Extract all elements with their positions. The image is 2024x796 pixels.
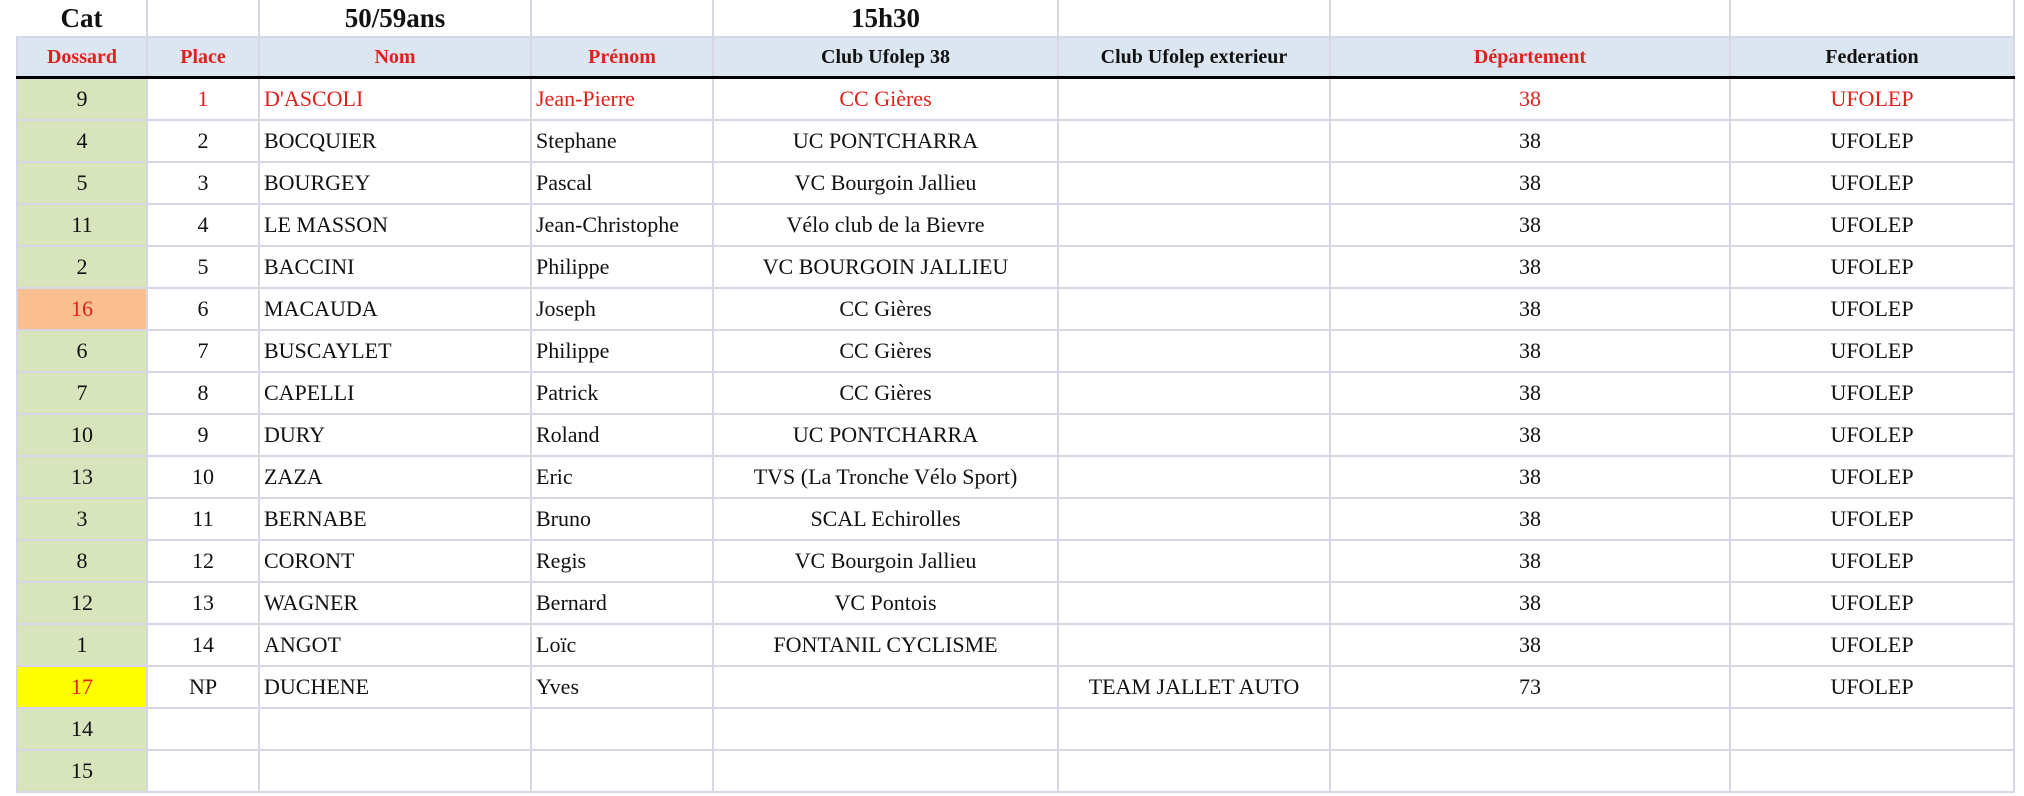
table-row (17, 288, 2014, 330)
cell-nom (259, 708, 531, 750)
table-row (17, 708, 2014, 750)
cell-prenom: Loïc (531, 624, 713, 666)
cell-dossard: 10 (17, 414, 147, 456)
cell-nom: MACAUDA (259, 288, 531, 330)
table-row (17, 540, 2014, 582)
cell-place: 11 (147, 498, 259, 540)
cell-club-ufolep-38: CC Gières (713, 288, 1058, 330)
cell-club-ufolep-38: TVS (La Tronche Vélo Sport) (713, 456, 1058, 498)
cell-prenom: Bruno (531, 498, 713, 540)
results-table (16, 0, 2015, 793)
cell-prenom: Roland (531, 414, 713, 456)
cell-place: 7 (147, 330, 259, 372)
cell-club-exterieur (1058, 372, 1330, 414)
table-row (17, 204, 2014, 246)
header-prenom: Prénom (531, 37, 713, 78)
cell-departement: 38 (1330, 624, 1730, 666)
cell-federation: UFOLEP (1730, 120, 2014, 162)
cell-prenom: Pascal (531, 162, 713, 204)
cell-dossard: 17 (17, 666, 147, 708)
cell-club-ufolep-38: CC Gières (713, 78, 1058, 121)
cell-departement: 38 (1330, 414, 1730, 456)
cell-dossard: 3 (17, 498, 147, 540)
cell-federation (1730, 708, 2014, 750)
cell-departement (1330, 708, 1730, 750)
table-row (17, 456, 2014, 498)
cell-place: NP (147, 666, 259, 708)
cell-prenom: Bernard (531, 582, 713, 624)
header-club-ufolep-38: Club Ufolep 38 (713, 37, 1058, 78)
cell-federation: UFOLEP (1730, 624, 2014, 666)
cell-nom: BOURGEY (259, 162, 531, 204)
cell-place (147, 708, 259, 750)
cell-club-exterieur (1058, 120, 1330, 162)
table-row (17, 750, 2014, 792)
cell-dossard: 2 (17, 246, 147, 288)
cell-club-ufolep-38: VC Bourgoin Jallieu (713, 162, 1058, 204)
cell-club-ufolep-38: UC PONTCHARRA (713, 414, 1058, 456)
cell-federation: UFOLEP (1730, 582, 2014, 624)
cell-club-exterieur (1058, 750, 1330, 792)
table-row (17, 498, 2014, 540)
cell-departement: 38 (1330, 372, 1730, 414)
cell-club-exterieur (1058, 288, 1330, 330)
cell-departement: 38 (1330, 498, 1730, 540)
cell-club-exterieur (1058, 162, 1330, 204)
cell-place: 12 (147, 540, 259, 582)
cell-federation: UFOLEP (1730, 540, 2014, 582)
empty-cell (1730, 0, 2014, 37)
cell-place (147, 750, 259, 792)
cell-club-ufolep-38: CC Gières (713, 330, 1058, 372)
table-row (17, 414, 2014, 456)
cell-place: 3 (147, 162, 259, 204)
cell-club-ufolep-38: VC BOURGOIN JALLIEU (713, 246, 1058, 288)
cell-prenom (531, 708, 713, 750)
cell-club-exterieur: TEAM JALLET AUTO (1058, 666, 1330, 708)
cell-club-ufolep-38: VC Pontois (713, 582, 1058, 624)
cell-departement: 38 (1330, 78, 1730, 121)
start-time: 15h30 (713, 0, 1058, 37)
cell-place: 8 (147, 372, 259, 414)
cell-departement: 38 (1330, 246, 1730, 288)
cell-nom: DUCHENE (259, 666, 531, 708)
cell-federation: UFOLEP (1730, 204, 2014, 246)
table-row (17, 372, 2014, 414)
cell-departement: 73 (1330, 666, 1730, 708)
header-row (17, 37, 2014, 78)
header-departement: Département (1330, 37, 1730, 78)
cell-club-ufolep-38 (713, 666, 1058, 708)
cell-dossard: 9 (17, 78, 147, 121)
empty-cell (1330, 0, 1730, 37)
cell-dossard: 11 (17, 204, 147, 246)
cell-federation: UFOLEP (1730, 246, 2014, 288)
cell-club-exterieur (1058, 498, 1330, 540)
cell-departement: 38 (1330, 120, 1730, 162)
cell-prenom: Stephane (531, 120, 713, 162)
cell-nom: BACCINI (259, 246, 531, 288)
cell-prenom: Regis (531, 540, 713, 582)
cell-prenom: Jean-Christophe (531, 204, 713, 246)
cell-nom: BUSCAYLET (259, 330, 531, 372)
cell-club-ufolep-38: CC Gières (713, 372, 1058, 414)
header-place: Place (147, 37, 259, 78)
cell-club-ufolep-38: VC Bourgoin Jallieu (713, 540, 1058, 582)
cell-club-exterieur (1058, 204, 1330, 246)
cell-prenom: Joseph (531, 288, 713, 330)
cell-departement: 38 (1330, 330, 1730, 372)
table-row (17, 246, 2014, 288)
cell-place: 9 (147, 414, 259, 456)
cell-dossard: 15 (17, 750, 147, 792)
cell-departement: 38 (1330, 582, 1730, 624)
cell-federation: UFOLEP (1730, 162, 2014, 204)
cell-place: 5 (147, 246, 259, 288)
cell-nom: D'ASCOLI (259, 78, 531, 121)
cell-club-exterieur (1058, 414, 1330, 456)
cell-prenom: Philippe (531, 246, 713, 288)
cell-club-ufolep-38: UC PONTCHARRA (713, 120, 1058, 162)
cell-nom: WAGNER (259, 582, 531, 624)
cell-nom: ZAZA (259, 456, 531, 498)
cell-club-ufolep-38: FONTANIL CYCLISME (713, 624, 1058, 666)
cell-dossard: 4 (17, 120, 147, 162)
cell-nom: CAPELLI (259, 372, 531, 414)
cell-dossard: 13 (17, 456, 147, 498)
cell-dossard: 1 (17, 624, 147, 666)
table-row (17, 330, 2014, 372)
cell-prenom: Patrick (531, 372, 713, 414)
cell-place: 10 (147, 456, 259, 498)
cell-dossard: 8 (17, 540, 147, 582)
cell-club-exterieur (1058, 78, 1330, 121)
cell-place: 4 (147, 204, 259, 246)
table-row (17, 624, 2014, 666)
cell-nom: LE MASSON (259, 204, 531, 246)
cell-club-exterieur (1058, 330, 1330, 372)
cell-club-exterieur (1058, 624, 1330, 666)
cell-club-ufolep-38 (713, 708, 1058, 750)
cell-departement (1330, 750, 1730, 792)
cell-dossard: 12 (17, 582, 147, 624)
cell-dossard: 5 (17, 162, 147, 204)
table-row (17, 162, 2014, 204)
cell-nom: DURY (259, 414, 531, 456)
cell-nom (259, 750, 531, 792)
cell-club-ufolep-38 (713, 750, 1058, 792)
cell-club-exterieur (1058, 582, 1330, 624)
cell-dossard: 6 (17, 330, 147, 372)
category-label: Cat (17, 0, 147, 37)
cell-prenom (531, 750, 713, 792)
empty-cell (531, 0, 713, 37)
header-federation: Federation (1730, 37, 2014, 78)
cell-departement: 38 (1330, 204, 1730, 246)
cell-club-ufolep-38: SCAL Echirolles (713, 498, 1058, 540)
cell-federation: UFOLEP (1730, 498, 2014, 540)
cell-nom: ANGOT (259, 624, 531, 666)
cell-prenom: Eric (531, 456, 713, 498)
cell-club-exterieur (1058, 456, 1330, 498)
cell-dossard: 14 (17, 708, 147, 750)
cell-federation: UFOLEP (1730, 414, 2014, 456)
cell-club-exterieur (1058, 708, 1330, 750)
cell-federation: UFOLEP (1730, 666, 2014, 708)
cell-federation: UFOLEP (1730, 288, 2014, 330)
cell-place: 14 (147, 624, 259, 666)
table-row (17, 120, 2014, 162)
cell-dossard: 7 (17, 372, 147, 414)
cell-prenom: Jean-Pierre (531, 78, 713, 121)
header-club-ufolep-exterieur: Club Ufolep exterieur (1058, 37, 1330, 78)
cell-prenom: Yves (531, 666, 713, 708)
table-row (17, 666, 2014, 708)
cell-club-exterieur (1058, 246, 1330, 288)
cell-place: 2 (147, 120, 259, 162)
age-category: 50/59ans (259, 0, 531, 37)
cell-club-ufolep-38: Vélo club de la Bievre (713, 204, 1058, 246)
category-row (17, 0, 2014, 37)
table-row (17, 78, 2014, 121)
table-row (17, 582, 2014, 624)
cell-dossard: 16 (17, 288, 147, 330)
cell-place: 13 (147, 582, 259, 624)
cell-federation: UFOLEP (1730, 372, 2014, 414)
cell-departement: 38 (1330, 540, 1730, 582)
cell-club-exterieur (1058, 540, 1330, 582)
cell-nom: CORONT (259, 540, 531, 582)
cell-federation (1730, 750, 2014, 792)
cell-nom: BOCQUIER (259, 120, 531, 162)
cell-federation: UFOLEP (1730, 456, 2014, 498)
cell-place: 1 (147, 78, 259, 121)
empty-cell (1058, 0, 1330, 37)
cell-departement: 38 (1330, 456, 1730, 498)
cell-departement: 38 (1330, 288, 1730, 330)
header-nom: Nom (259, 37, 531, 78)
cell-departement: 38 (1330, 162, 1730, 204)
cell-federation: UFOLEP (1730, 78, 2014, 121)
cell-prenom: Philippe (531, 330, 713, 372)
cell-place: 6 (147, 288, 259, 330)
cell-federation: UFOLEP (1730, 330, 2014, 372)
empty-cell (147, 0, 259, 37)
cell-nom: BERNABE (259, 498, 531, 540)
header-dossard: Dossard (17, 37, 147, 78)
